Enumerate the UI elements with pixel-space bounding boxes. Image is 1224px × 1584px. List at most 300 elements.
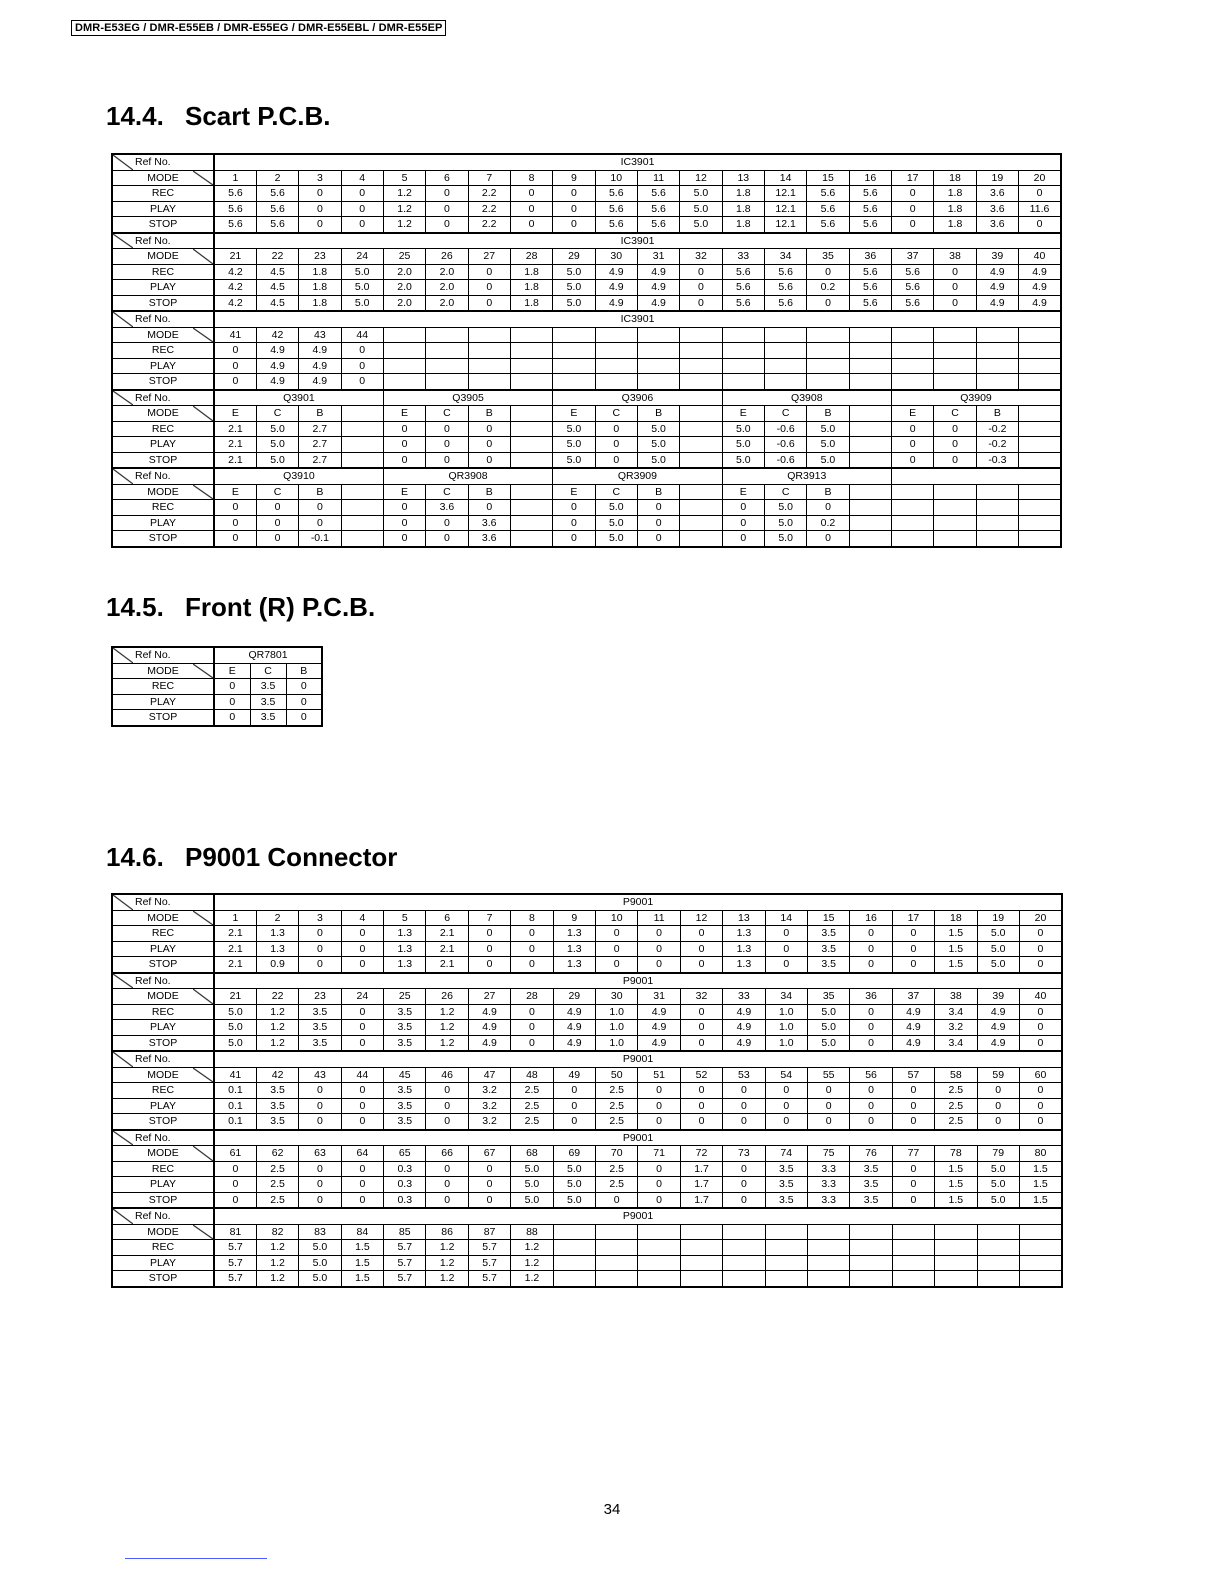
pin-header: 15 xyxy=(807,910,849,926)
table-row xyxy=(112,358,1061,374)
pin-header: 64 xyxy=(341,1146,383,1162)
pin-header: 22 xyxy=(256,989,298,1005)
voltage-cell: 2.5 xyxy=(256,1161,298,1177)
pin-header: B xyxy=(286,663,322,679)
voltage-cell: 5.0 xyxy=(807,437,849,453)
row-mode: REC xyxy=(112,264,214,280)
voltage-cell: 5.0 xyxy=(553,264,595,280)
voltage-cell: 0 xyxy=(1019,957,1062,973)
voltage-cell: 0 xyxy=(299,500,341,516)
ref-label: Ref No. xyxy=(112,233,214,249)
voltage-cell: 3.6 xyxy=(468,531,510,547)
voltage-cell xyxy=(934,374,976,390)
pin-header xyxy=(1019,484,1061,500)
row-mode: REC xyxy=(112,1083,214,1099)
voltage-cell: 0 xyxy=(214,1177,256,1193)
voltage-cell: 0 xyxy=(256,531,298,547)
table-row xyxy=(112,1255,1062,1271)
pin-header xyxy=(1019,1224,1062,1240)
row-mode: STOP xyxy=(112,957,214,973)
voltage-cell: 0 xyxy=(511,1004,553,1020)
voltage-cell: 3.5 xyxy=(384,1035,426,1051)
voltage-cell: 4.9 xyxy=(256,358,298,374)
voltage-cell: 0 xyxy=(341,1083,383,1099)
voltage-cell: 0.1 xyxy=(214,1114,256,1130)
pin-header xyxy=(510,484,552,500)
pin-header: 68 xyxy=(511,1146,553,1162)
ref-title: P9001 xyxy=(214,1208,1062,1224)
pin-header xyxy=(849,406,891,422)
voltage-cell: 0 xyxy=(214,500,256,516)
row-mode: STOP xyxy=(112,1035,214,1051)
pin-header: 36 xyxy=(849,249,891,265)
voltage-cell: 0 xyxy=(511,941,553,957)
voltage-cell xyxy=(1019,421,1061,437)
row-mode: STOP xyxy=(112,1271,214,1287)
pin-header: 69 xyxy=(553,1146,595,1162)
voltage-cell: 0 xyxy=(341,374,383,390)
pin-header: 45 xyxy=(384,1067,426,1083)
voltage-cell xyxy=(553,1240,595,1256)
voltage-cell: 5.6 xyxy=(849,186,891,202)
voltage-cell: 4.9 xyxy=(299,343,341,359)
pin-header xyxy=(510,406,552,422)
pin-header: 2 xyxy=(256,910,298,926)
voltage-cell xyxy=(468,374,510,390)
mode-label: MODE xyxy=(112,663,214,679)
voltage-cell: 0 xyxy=(553,1114,595,1130)
pin-header: 22 xyxy=(256,249,298,265)
voltage-cell: 4.2 xyxy=(214,264,256,280)
voltage-cell xyxy=(850,1255,892,1271)
table-row xyxy=(112,1114,1062,1130)
row-mode: REC xyxy=(112,679,214,695)
voltage-cell: 0 xyxy=(934,452,976,468)
section-name: P9001 Connector xyxy=(185,842,398,872)
ref-row xyxy=(112,647,322,663)
voltage-cell: 0 xyxy=(722,531,764,547)
ref-label: Ref No. xyxy=(112,1130,214,1146)
pin-header xyxy=(934,327,976,343)
voltage-cell: 1.5 xyxy=(935,926,977,942)
voltage-cell: 0 xyxy=(553,515,595,531)
voltage-cell xyxy=(680,358,722,374)
pin-header: 56 xyxy=(850,1067,892,1083)
voltage-cell xyxy=(426,374,468,390)
voltage-cell: 2.5 xyxy=(511,1098,553,1114)
voltage-cell xyxy=(892,531,934,547)
voltage-cell: 5.7 xyxy=(214,1271,256,1287)
voltage-cell xyxy=(1019,452,1061,468)
voltage-cell: 0 xyxy=(341,926,383,942)
voltage-cell: 0 xyxy=(892,186,934,202)
table-row xyxy=(112,957,1062,973)
voltage-cell: 0 xyxy=(892,1177,934,1193)
voltage-cell: 5.7 xyxy=(468,1240,510,1256)
pin-header: B xyxy=(299,406,341,422)
voltage-cell: 4.9 xyxy=(553,1004,595,1020)
pin-header xyxy=(722,327,764,343)
row-mode: REC xyxy=(112,186,214,202)
row-mode: PLAY xyxy=(112,358,214,374)
pin-header: 51 xyxy=(638,1067,680,1083)
voltage-cell: 0 xyxy=(214,358,256,374)
voltage-cell: 5.0 xyxy=(977,957,1019,973)
voltage-cell: -0.1 xyxy=(299,531,341,547)
voltage-cell xyxy=(765,1271,807,1287)
ref-title: QR3908 xyxy=(383,468,552,484)
pin-header: E xyxy=(383,406,425,422)
voltage-cell: 4.9 xyxy=(256,343,298,359)
pin-header: 53 xyxy=(723,1067,765,1083)
voltage-cell xyxy=(892,1240,934,1256)
voltage-cell xyxy=(849,374,891,390)
voltage-cell: 0.2 xyxy=(807,280,849,296)
pin-header: 58 xyxy=(935,1067,977,1083)
voltage-cell: 0 xyxy=(341,1004,383,1020)
voltage-cell: 5.7 xyxy=(384,1271,426,1287)
voltage-cell: 0 xyxy=(1019,1098,1062,1114)
ref-label: Ref No. xyxy=(112,390,214,406)
voltage-cell xyxy=(510,531,552,547)
voltage-cell: 4.2 xyxy=(214,295,256,311)
voltage-cell: 1.8 xyxy=(299,280,341,296)
pin-header xyxy=(807,327,849,343)
pin-header xyxy=(934,484,976,500)
voltage-cell: 0 xyxy=(214,343,256,359)
voltage-cell: 0 xyxy=(426,531,468,547)
table-row xyxy=(112,421,1061,437)
voltage-cell xyxy=(976,374,1018,390)
voltage-cell: 2.5 xyxy=(256,1177,298,1193)
section-title-front xyxy=(106,592,375,623)
voltage-cell: 0 xyxy=(722,500,764,516)
voltage-cell: 3.5 xyxy=(299,1035,341,1051)
pin-header: 73 xyxy=(723,1146,765,1162)
table-row xyxy=(112,295,1061,311)
ref-title: IC3901 xyxy=(214,311,1061,327)
voltage-cell: 5.0 xyxy=(722,437,764,453)
voltage-cell: 5.0 xyxy=(764,500,806,516)
voltage-cell: 5.6 xyxy=(722,280,764,296)
table-row xyxy=(112,217,1061,233)
voltage-cell: 0 xyxy=(1019,941,1062,957)
voltage-cell xyxy=(341,421,383,437)
voltage-cell: 5.0 xyxy=(256,452,298,468)
voltage-cell: 0 xyxy=(468,1161,510,1177)
voltage-cell: 5.6 xyxy=(849,295,891,311)
voltage-cell: 1.3 xyxy=(553,957,595,973)
voltage-cell: 4.9 xyxy=(468,1035,510,1051)
table-row xyxy=(112,1083,1062,1099)
voltage-cell: 1.2 xyxy=(383,201,425,217)
voltage-cell xyxy=(849,343,891,359)
pin-header: 32 xyxy=(680,989,722,1005)
voltage-cell: 5.7 xyxy=(468,1255,510,1271)
voltage-cell: 0 xyxy=(426,1177,468,1193)
voltage-cell: 0 xyxy=(383,500,425,516)
row-mode: PLAY xyxy=(112,201,214,217)
voltage-cell: 0 xyxy=(977,1083,1019,1099)
mode-label: MODE xyxy=(112,1224,214,1240)
row-mode: PLAY xyxy=(112,941,214,957)
voltage-cell: 5.0 xyxy=(680,217,722,233)
voltage-cell: 1.3 xyxy=(384,926,426,942)
voltage-cell: 5.0 xyxy=(764,531,806,547)
voltage-cell: 0 xyxy=(850,1098,892,1114)
pin-header xyxy=(977,1224,1019,1240)
pin-header: 14 xyxy=(764,170,806,186)
voltage-cell: 0 xyxy=(977,1098,1019,1114)
voltage-cell xyxy=(341,452,383,468)
voltage-cell: 1.5 xyxy=(1019,1161,1062,1177)
voltage-cell xyxy=(976,500,1018,516)
pin-header: 12 xyxy=(680,170,722,186)
voltage-cell xyxy=(849,531,891,547)
voltage-cell: 3.6 xyxy=(976,186,1018,202)
voltage-cell xyxy=(510,421,552,437)
voltage-cell: 2.1 xyxy=(426,957,468,973)
voltage-cell: 1.2 xyxy=(383,186,425,202)
voltage-cell: 2.5 xyxy=(935,1083,977,1099)
voltage-cell: 0 xyxy=(1019,1020,1062,1036)
table-row xyxy=(112,1271,1062,1287)
ref-title: Q3906 xyxy=(553,390,722,406)
voltage-cell: 0 xyxy=(765,941,807,957)
voltage-cell: 1.8 xyxy=(510,295,552,311)
mode-row xyxy=(112,249,1061,265)
voltage-cell: 4.5 xyxy=(256,280,298,296)
voltage-cell: 0 xyxy=(934,295,976,311)
voltage-cell: 0 xyxy=(553,500,595,516)
voltage-cell: 1.8 xyxy=(299,264,341,280)
pin-header: 18 xyxy=(935,910,977,926)
voltage-cell: 4.9 xyxy=(299,374,341,390)
mode-row xyxy=(112,663,322,679)
pin-header: C xyxy=(426,406,468,422)
voltage-cell: 0 xyxy=(510,201,552,217)
table-row xyxy=(112,264,1061,280)
voltage-cell: 0 xyxy=(214,515,256,531)
pin-header xyxy=(553,1224,595,1240)
voltage-cell: 2.5 xyxy=(511,1083,553,1099)
voltage-cell: 1.5 xyxy=(935,1161,977,1177)
voltage-cell: 5.0 xyxy=(299,1255,341,1271)
voltage-cell: 2.2 xyxy=(468,186,510,202)
voltage-cell: 1.3 xyxy=(723,941,765,957)
pin-header: 57 xyxy=(892,1067,934,1083)
voltage-cell: 5.0 xyxy=(595,515,637,531)
voltage-cell xyxy=(510,343,552,359)
voltage-cell: 0 xyxy=(723,1083,765,1099)
voltage-cell: 4.9 xyxy=(468,1020,510,1036)
row-mode: REC xyxy=(112,500,214,516)
pin-header: 6 xyxy=(426,910,468,926)
ref-title: Q3905 xyxy=(383,390,552,406)
model-header: DMR-E53EG / DMR-E55EB / DMR-E55EG / DMR-E55EBL / DMR-E55EP xyxy=(71,20,446,36)
voltage-cell: 0 xyxy=(286,679,322,695)
voltage-cell: 0 xyxy=(383,515,425,531)
voltage-cell: 0 xyxy=(723,1114,765,1130)
voltage-cell xyxy=(468,343,510,359)
voltage-cell xyxy=(596,1271,638,1287)
voltage-cell: 3.5 xyxy=(384,1004,426,1020)
ref-label: Ref No. xyxy=(112,647,214,663)
voltage-cell: 0 xyxy=(638,1192,680,1208)
voltage-cell: 0 xyxy=(341,1020,383,1036)
pin-header: C xyxy=(250,663,286,679)
pin-header: 80 xyxy=(1019,1146,1062,1162)
pin-header: 21 xyxy=(214,989,256,1005)
voltage-cell xyxy=(892,1271,934,1287)
voltage-cell: 2.5 xyxy=(935,1114,977,1130)
voltage-cell: 1.2 xyxy=(426,1035,468,1051)
pin-header: 5 xyxy=(384,910,426,926)
voltage-cell: -0.2 xyxy=(976,421,1018,437)
table-row xyxy=(112,1020,1062,1036)
voltage-cell: 5.0 xyxy=(553,421,595,437)
voltage-cell: 5.0 xyxy=(595,531,637,547)
voltage-cell: 0 xyxy=(892,452,934,468)
table-row xyxy=(112,1098,1062,1114)
voltage-cell: 4.9 xyxy=(977,1020,1019,1036)
voltage-cell: 0 xyxy=(256,500,298,516)
voltage-cell: 5.6 xyxy=(764,280,806,296)
pin-header: 2 xyxy=(256,170,298,186)
pin-header xyxy=(1019,406,1061,422)
voltage-cell: 0 xyxy=(807,295,849,311)
voltage-cell: 5.6 xyxy=(637,186,679,202)
voltage-cell: 2.0 xyxy=(383,264,425,280)
voltage-cell xyxy=(383,343,425,359)
pin-header: 54 xyxy=(765,1067,807,1083)
voltage-cell: 3.5 xyxy=(299,1020,341,1036)
voltage-cell xyxy=(722,374,764,390)
front-voltage-table xyxy=(111,646,323,727)
voltage-cell: 0 xyxy=(680,295,722,311)
voltage-cell: 0 xyxy=(299,1114,341,1130)
pin-header: 60 xyxy=(1019,1067,1062,1083)
voltage-cell: 5.0 xyxy=(595,500,637,516)
voltage-cell: 5.0 xyxy=(511,1177,553,1193)
voltage-cell: 0 xyxy=(723,1192,765,1208)
voltage-cell: 0 xyxy=(892,1083,934,1099)
section-name: Front (R) P.C.B. xyxy=(185,592,376,622)
voltage-cell: 1.5 xyxy=(935,1192,977,1208)
p9001-voltage-table xyxy=(111,893,1063,1288)
pin-header: 32 xyxy=(680,249,722,265)
voltage-cell: 0 xyxy=(596,957,638,973)
voltage-cell: 0 xyxy=(892,1114,934,1130)
pin-header xyxy=(892,1224,934,1240)
pin-header: 42 xyxy=(256,327,298,343)
voltage-cell: 2.5 xyxy=(596,1098,638,1114)
ref-label: Ref No. xyxy=(112,1051,214,1067)
mode-row xyxy=(112,1146,1062,1162)
voltage-cell: 3.2 xyxy=(468,1098,510,1114)
pin-header: 9 xyxy=(553,170,595,186)
pin-header: 15 xyxy=(807,170,849,186)
voltage-cell xyxy=(849,358,891,374)
voltage-cell: 5.0 xyxy=(722,452,764,468)
voltage-cell: 5.0 xyxy=(511,1161,553,1177)
voltage-cell: 4.9 xyxy=(976,280,1018,296)
voltage-cell: 3.4 xyxy=(935,1035,977,1051)
table-row xyxy=(112,515,1061,531)
pin-header: 17 xyxy=(892,170,934,186)
voltage-cell: 4.9 xyxy=(638,1020,680,1036)
voltage-cell xyxy=(807,1271,849,1287)
voltage-cell: 0 xyxy=(299,1098,341,1114)
ref-row xyxy=(112,1208,1062,1224)
voltage-cell: 0 xyxy=(1019,186,1061,202)
row-mode: STOP xyxy=(112,374,214,390)
pin-header: 8 xyxy=(510,170,552,186)
voltage-cell: 0 xyxy=(468,264,510,280)
voltage-cell: 0 xyxy=(214,710,250,726)
pin-header: 67 xyxy=(468,1146,510,1162)
voltage-cell: 1.2 xyxy=(256,1004,298,1020)
voltage-cell: 0 xyxy=(892,941,934,957)
table-row xyxy=(112,926,1062,942)
voltage-cell: 4.9 xyxy=(892,1020,934,1036)
row-mode: PLAY xyxy=(112,515,214,531)
row-mode: PLAY xyxy=(112,1177,214,1193)
voltage-cell: 0 xyxy=(468,500,510,516)
voltage-cell: 5.0 xyxy=(341,264,383,280)
voltage-cell: 2.0 xyxy=(426,295,468,311)
ref-title: Q3901 xyxy=(214,390,383,406)
pin-header xyxy=(553,327,595,343)
voltage-cell: 5.6 xyxy=(256,186,298,202)
pin-header xyxy=(849,327,891,343)
voltage-cell: 1.2 xyxy=(511,1255,553,1271)
voltage-cell: 0 xyxy=(807,500,849,516)
voltage-cell: 4.9 xyxy=(892,1035,934,1051)
row-mode: PLAY xyxy=(112,280,214,296)
voltage-cell: 0 xyxy=(214,374,256,390)
voltage-cell: 0 xyxy=(286,710,322,726)
voltage-cell: 2.7 xyxy=(299,421,341,437)
voltage-cell: 2.5 xyxy=(511,1114,553,1130)
voltage-cell: 0 xyxy=(892,217,934,233)
pin-header xyxy=(849,484,891,500)
voltage-cell: 3.5 xyxy=(250,710,286,726)
voltage-cell xyxy=(934,531,976,547)
voltage-cell: 1.2 xyxy=(511,1271,553,1287)
voltage-cell: 0 xyxy=(680,941,722,957)
voltage-cell: 2.5 xyxy=(596,1177,638,1193)
pin-header: 26 xyxy=(426,989,468,1005)
table-row xyxy=(112,437,1061,453)
table-row xyxy=(112,941,1062,957)
voltage-cell: 4.9 xyxy=(977,1004,1019,1020)
voltage-cell: 0 xyxy=(299,926,341,942)
pin-header: 65 xyxy=(384,1146,426,1162)
voltage-cell: 0 xyxy=(680,926,722,942)
voltage-cell xyxy=(1019,343,1061,359)
row-mode: STOP xyxy=(112,710,214,726)
voltage-cell: 4.9 xyxy=(595,264,637,280)
ref-row xyxy=(112,1130,1062,1146)
voltage-cell xyxy=(850,1240,892,1256)
voltage-cell: 1.2 xyxy=(511,1240,553,1256)
mode-label: MODE xyxy=(112,1067,214,1083)
voltage-cell: 4.9 xyxy=(595,295,637,311)
voltage-cell: 4.9 xyxy=(553,1035,595,1051)
pin-header xyxy=(680,327,722,343)
section-name: Scart P.C.B. xyxy=(185,101,331,131)
